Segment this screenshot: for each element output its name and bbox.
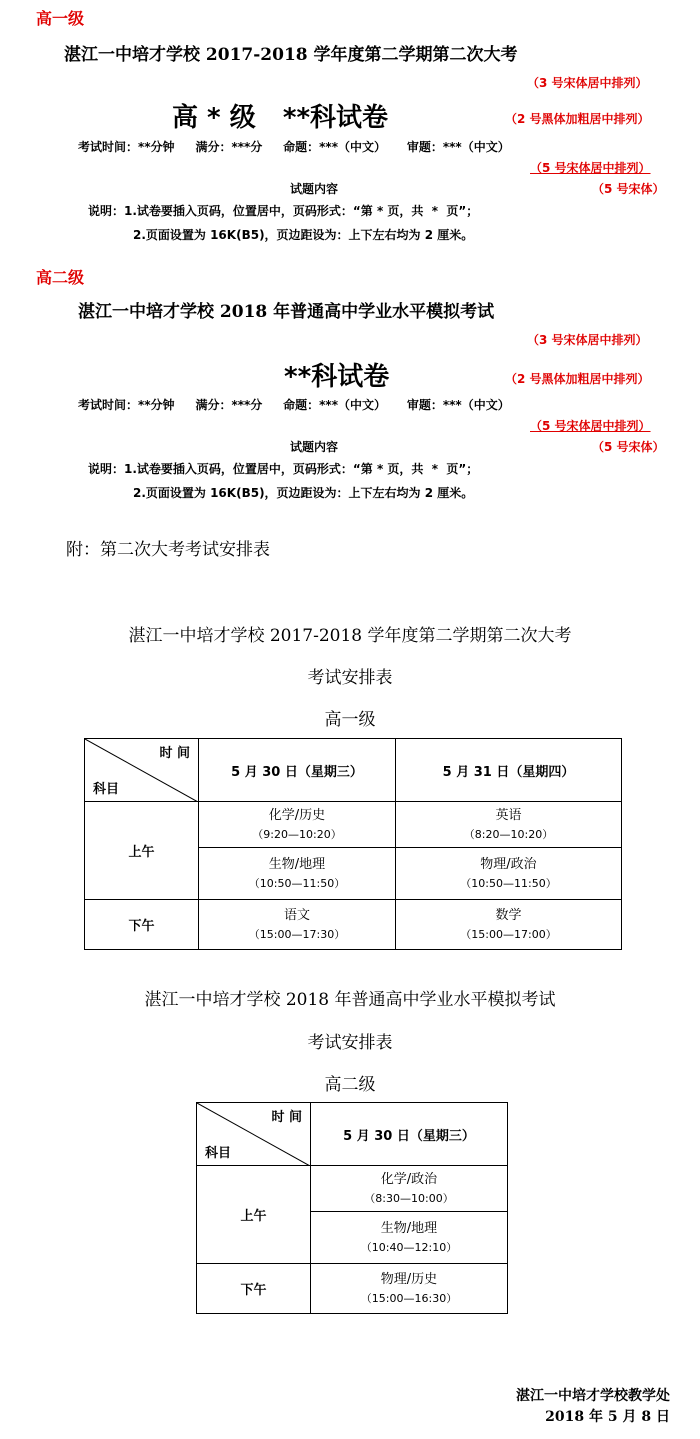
- session-afternoon: 下午: [85, 900, 199, 950]
- schedule1-title: 湛江一中培才学校 2017-2018 学年度第二学期第二次大考: [128, 626, 572, 646]
- date-header: 5 月 31 日（星期四）: [396, 739, 622, 802]
- exam-cell: [199, 802, 396, 848]
- exam-cell: [199, 900, 396, 950]
- date-header: 5 月 30 日（星期三）: [311, 1103, 508, 1166]
- note-title-g2: （3 号宋体居中排列）: [527, 333, 648, 347]
- grade-tag-g1: 高一级: [36, 9, 85, 28]
- schedule1-grade: 高一级: [324, 710, 376, 730]
- exam-cell: [311, 1166, 508, 1212]
- note-subject-g2: （2 号黑体加粗居中排列）: [505, 372, 650, 386]
- session-morning: 上午: [197, 1166, 311, 1264]
- explain-2-g2: 2.页面设置为 16K(B5)，页边距设为：上下左右均为 2 厘米。: [133, 486, 474, 500]
- exam-cell: [311, 1264, 508, 1314]
- schedule1-table: [84, 738, 622, 950]
- explain-1-g2: 说明：1.试卷要插入页码，位置居中，页码形式：“第 * 页，共 * 页”；: [88, 462, 479, 476]
- exam-subject: 化学/政治: [380, 1171, 438, 1187]
- note-subject-g1: （2 号黑体加粗居中排列）: [505, 112, 650, 126]
- header-subject-label: 科目: [205, 1146, 232, 1161]
- grade-tag-g2: 高二级: [36, 268, 85, 287]
- exam-time: （15:00—17:00）: [460, 927, 557, 941]
- info-line-g1: 考试时间：**分钟 满分：***分 命题：***（中文） 审题：***（中文）: [78, 140, 510, 154]
- exam-time: （15:00—16:30）: [360, 1291, 458, 1305]
- note-info-g1: （5 号宋体居中排列）: [530, 161, 651, 175]
- header-subject-label: 科目: [93, 782, 120, 797]
- exam-subject: 物理/历史: [380, 1271, 438, 1287]
- note-content-g2: （5 号宋体）: [592, 440, 665, 454]
- school-title-g1: 湛江一中培才学校 2017-2018 学年度第二学期第二次大考: [64, 45, 518, 65]
- schedule2-grade: 高二级: [324, 1075, 376, 1095]
- exam-cell: [396, 900, 622, 950]
- exam-time: （10:40—12:10）: [360, 1240, 458, 1254]
- footer-date: 2018 年 5 月 8 日: [545, 1409, 670, 1425]
- exam-time: （10:50—11:50）: [460, 876, 557, 890]
- exam-cell: [199, 848, 396, 900]
- subject-title-g2: **科试卷: [284, 362, 390, 392]
- exam-cell: [396, 802, 622, 848]
- appendix-heading: 附：第二次大考考试安排表: [66, 540, 270, 560]
- header-corner-cell: [85, 739, 199, 802]
- header-corner-cell: [197, 1103, 311, 1166]
- content-label-g1: 试题内容: [290, 182, 339, 196]
- exam-time: （8:30—10:00）: [364, 1191, 454, 1205]
- session-afternoon: 下午: [197, 1264, 311, 1314]
- schedule1-subtitle: 考试安排表: [307, 668, 393, 688]
- exam-cell: [396, 848, 622, 900]
- header-time-label: 时 间: [159, 746, 190, 761]
- note-title-g1: （3 号宋体居中排列）: [527, 76, 648, 90]
- exam-subject: 数学: [495, 907, 522, 923]
- school-title-g2: 湛江一中培才学校 2018 年普通高中学业水平模拟考试: [78, 302, 495, 322]
- note-info-g2: （5 号宋体居中排列）: [530, 419, 651, 433]
- schedule2-title: 湛江一中培才学校 2018 年普通高中学业水平模拟考试: [144, 990, 556, 1010]
- exam-cell: [311, 1212, 508, 1264]
- explain-1-g1: 说明：1.试卷要插入页码，位置居中，页码形式：“第 * 页，共 * 页”；: [88, 204, 479, 218]
- header-time-label: 时 间: [271, 1110, 302, 1125]
- date-header: 5 月 30 日（星期三）: [199, 739, 396, 802]
- session-morning: 上午: [85, 802, 199, 900]
- schedule2-table: [196, 1102, 508, 1314]
- info-line-g2: 考试时间：**分钟 满分：***分 命题：***（中文） 审题：***（中文）: [78, 398, 510, 412]
- content-label-g2: 试题内容: [290, 440, 339, 454]
- footer-office: 湛江一中培才学校教学处: [516, 1388, 670, 1404]
- exam-time: （8:20—10:20）: [463, 827, 554, 841]
- explain-2-g1: 2.页面设置为 16K(B5)，页边距设为：上下左右均为 2 厘米。: [133, 228, 474, 242]
- exam-subject: 生物/地理: [380, 1220, 438, 1236]
- exam-time: （15:00—17:30）: [248, 927, 346, 941]
- subject-title-g1: 高 * 级 **科试卷: [172, 103, 389, 133]
- schedule2-subtitle: 考试安排表: [307, 1033, 393, 1053]
- exam-subject: 生物/地理: [268, 856, 326, 872]
- exam-time: （10:50—11:50）: [248, 876, 346, 890]
- exam-subject: 英语: [495, 807, 522, 823]
- exam-subject: 化学/历史: [268, 807, 326, 823]
- note-content-g1: （5 号宋体）: [592, 182, 665, 196]
- exam-time: （9:20—10:20）: [252, 827, 342, 841]
- exam-subject: 物理/政治: [480, 856, 537, 872]
- exam-subject: 语文: [283, 907, 310, 923]
